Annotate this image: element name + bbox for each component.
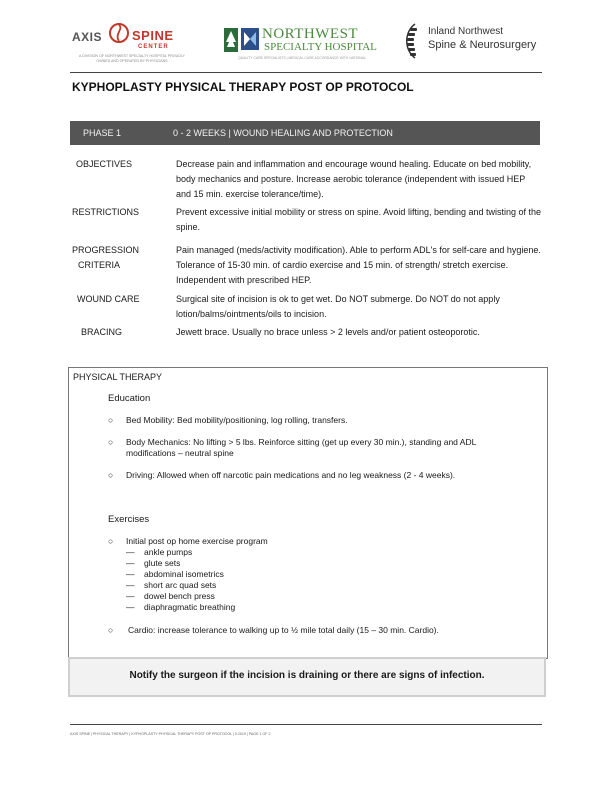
section-text: Prevent excessive initial mobility or stress on spine. Avoid lifting, bending and twisting of the spine. [176,207,542,232]
axis-spine-center-logo [72,22,192,68]
list-item: — dowel bench press [126,591,215,601]
notice-text: Notify the surgeon if the incision is draining or there are signs of infection. [129,670,485,681]
section-text: Decrease pain and inflammation and encourage wound healing. Educate on bed mobility, body mechanics and posture. Increase aerobic tolerance (independent with issued HEP and 15 min. exercise tolerance/time). [176,159,532,199]
dash-icon: — [126,580,135,590]
infection-notice [68,657,546,697]
section-text: Surgical site of incision is ok to get wet. Do NOT submerge. Do NOT do not apply lotion/balms/ointments/oils to incision. [176,294,500,319]
bullet-icon: ○ [108,625,114,635]
bullet-icon: ○ [108,415,114,425]
tree-icon [224,28,238,52]
bullet-icon: ○ [108,536,114,546]
northwest-mark-icon [241,28,259,50]
header-divider [70,72,542,73]
dash-icon: — [126,569,135,579]
section-text: Jewett brace. Usually no brace unless > 2 levels and/or patient osteoporotic. [176,327,480,337]
phase-description: 0 - 2 WEEKS | WOUND HEALING AND PROTECTION [173,128,393,138]
bullet-icon: ○ [108,470,114,480]
footer-text: AXIS SPINE | PHYSICAL THERAPY | KYPHOPLASTY PHYSICAL THERAPY POST OP PROTOCOL | 5.2019 | PAGE 1 OF 2 [70,732,271,736]
list-item: — short arc quad sets [126,580,217,590]
section-label: RESTRICTIONS [72,207,140,217]
footer-divider [70,724,542,725]
axis-spiral-icon [108,22,130,44]
dash-icon: — [126,558,135,568]
axis-logo-center: CENTER [138,44,169,50]
northwest-logo-subtitle: SPECIALTY HOSPITAL [264,41,377,53]
axis-logo-name: AXIS [72,30,103,44]
dash-icon: — [126,547,135,557]
axis-logo-tagline: A DIVISION OF NORTHWEST SPECIALTY HOSPITAL PROUDLY OWNED AND OPERATED BY PHYSICIANS [79,54,185,63]
phase-bar [70,121,540,145]
page-title: KYPHOPLASTY PHYSICAL THERAPY POST OP PROTOCOL [72,80,414,94]
exercises-heading: Exercises [108,514,150,525]
northwest-logo-tagline: QUALITY CARE SPECIALISTS | MEDICAL CARE ACCORDANCE WITH NATIONAL [238,56,366,60]
northwest-logo-title: NORTHWEST [262,26,359,42]
section-label: PROGRESSION CRITERIA [72,245,140,270]
northwest-specialty-hospital-logo [224,26,380,66]
list-item: — diaphragmatic breathing [126,602,236,612]
inland-logo-line1: Inland Northwest [428,26,504,37]
physical-therapy-title: PHYSICAL THERAPY [73,372,163,382]
header-logos [70,18,542,68]
list-item: — abdominal isometrics [126,569,224,579]
physical-therapy-box [68,367,548,659]
dash-icon: — [126,591,135,601]
education-heading: Education [108,393,151,404]
inland-northwest-logo [400,22,542,62]
section-label: BRACING [81,327,123,337]
inland-logo-line2: Spine & Neurosurgery [428,39,537,51]
section-label: OBJECTIVES [76,159,133,169]
exercise-program-list [126,547,326,613]
section-label: WOUND CARE [77,294,140,304]
bullet-icon: ○ [108,437,114,447]
axis-logo-spine: SPINE [132,28,174,43]
list-item: — ankle pumps [126,547,193,557]
dash-icon: — [126,602,135,612]
phase-label: PHASE 1 [83,128,122,138]
list-item: — glute sets [126,558,181,568]
spine-icon [400,22,422,60]
section-text: Pain managed (meds/activity modification). Able to perform ADL's for self-care and hygiene. Tolerance of 15-30 min. of cardio exercise and 15 min. of strength/ stretch exercise. Independent with prescribed HEP. [176,245,541,285]
